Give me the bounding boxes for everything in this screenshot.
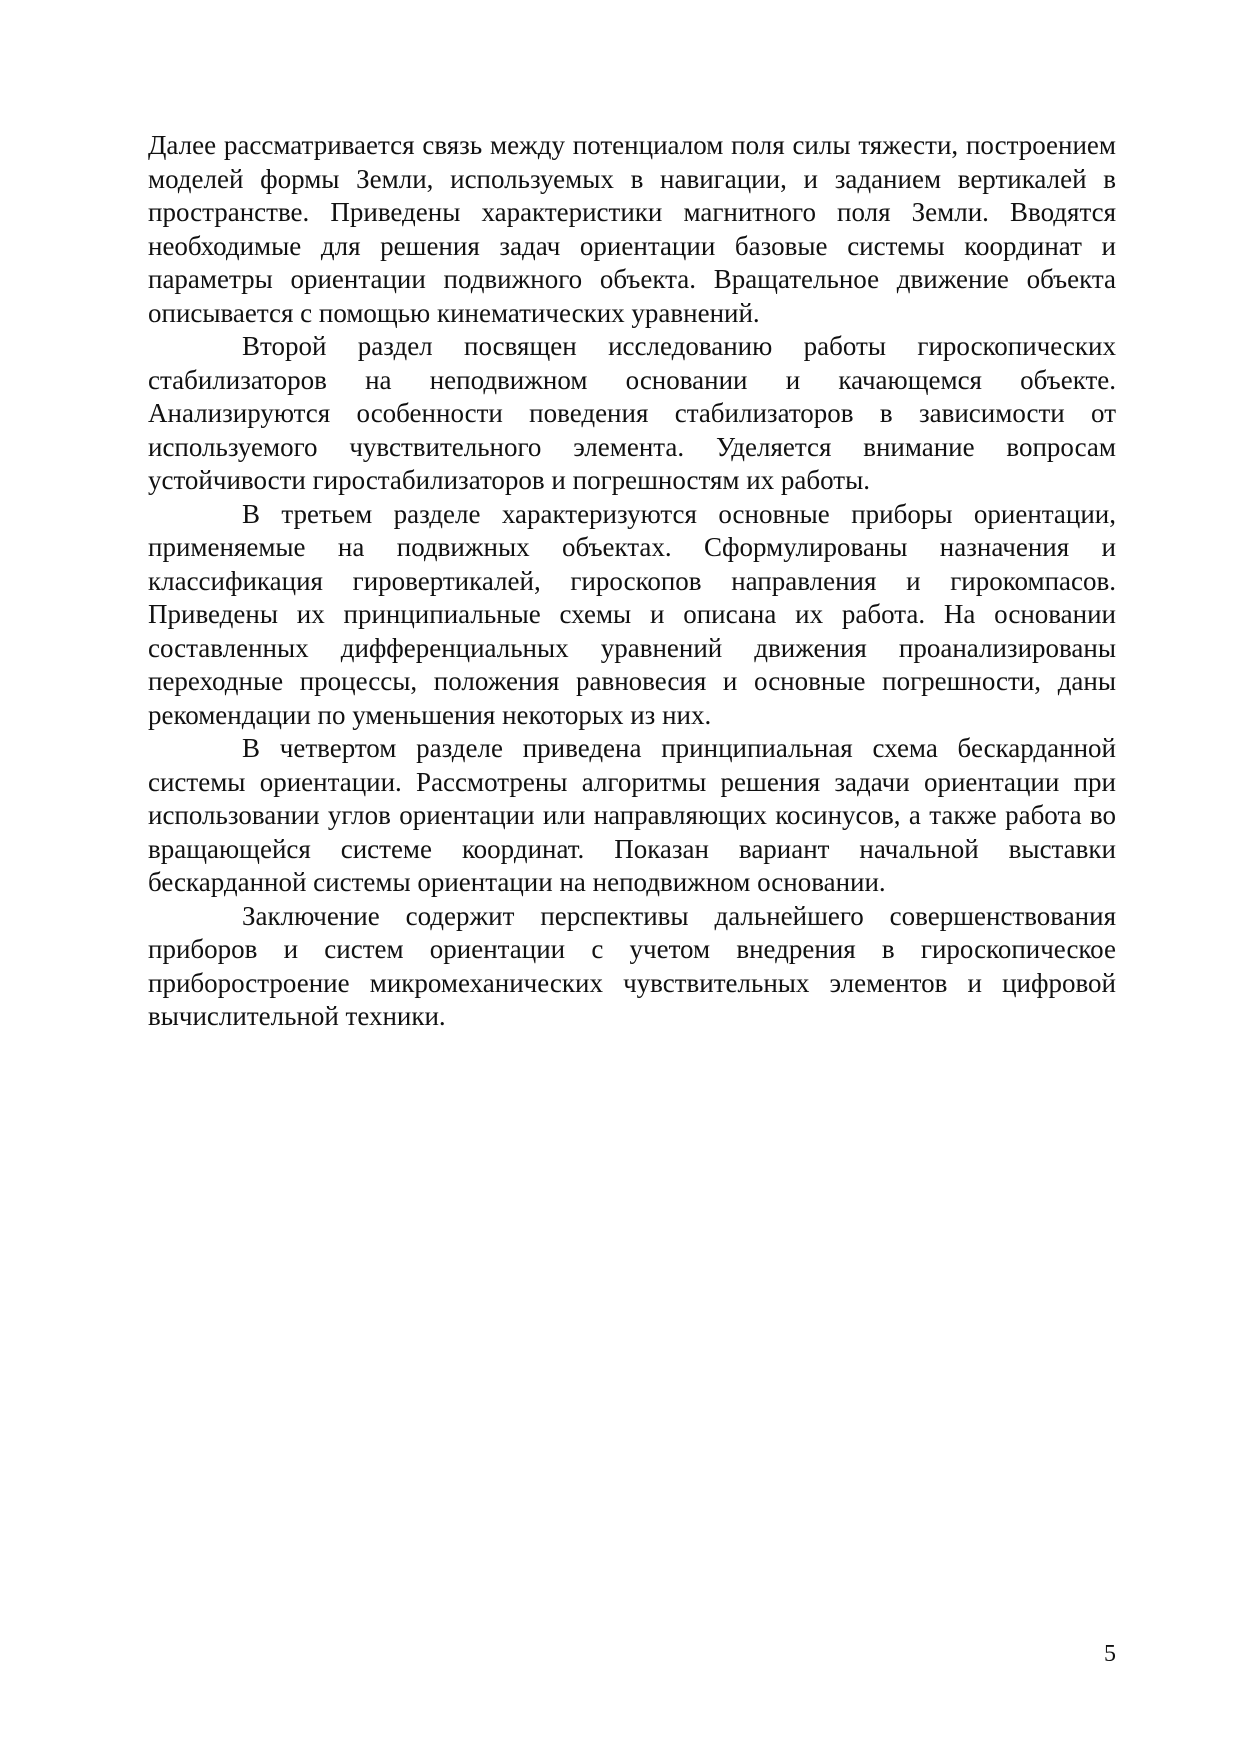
paragraph-conclusion: Заключение содержит перспективы дальнейшего совершенствования приборов и систем ориентации с учетом внедрения в гироскопическое приборостроение микромеханических чувствительных элементов и цифровой вычислительной техники. [148,900,1116,1031]
paragraph-section-2: Второй раздел посвящен исследованию работы гироскопических стабилизаторов на неподвижном основании и качающемся объекте. Анализируются особенности поведения стабилизаторов в зависимости от используемого чувствительного элемента. Уделяется внимание вопросам устойчивости гиростабилизаторов и погрешностям их работы. [148,331,1116,495]
body-text [148,129,1116,1034]
paragraph-section-3: В третьем разделе характеризуются основные приборы ориентации, применяемые на подвижных объектах. Сформулированы назначения и классификация гировертикалей, гироскопов направления и гирокомпасов. Приведены их принципиальные схемы и описана их работа. На основании составленных дифференциальных уравнений движения проанализированы переходные процессы, положения равновесия и основные погрешности, даны рекомендации по уменьшения некоторых из них. [148,498,1116,730]
page-number: 5 [1104,1641,1116,1667]
paragraph-section-4: В четвертом разделе приведена принципиальная схема бескарданной системы ориентации. Рассмотрены алгоритмы решения задачи ориентации при использовании углов ориентации или направляющих косинусов, а также работа во вращающейся системе координат. Показан вариант начальной выставки бескарданной системы ориентации на неподвижном основании. [148,733,1116,897]
paragraph-intro: Далее рассматривается связь между потенциалом поля силы тяжести, построением моделей формы Земли, используемых в навигации, и заданием вертикалей в пространстве. Приведены характеристики магнитного поля Земли. Вводятся необходимые для решения задач ориентации базовые системы координат и параметры ориентации подвижного объекта. Вращательное движение объекта описывается с помощью кинематических уравнений. [148,130,1116,328]
